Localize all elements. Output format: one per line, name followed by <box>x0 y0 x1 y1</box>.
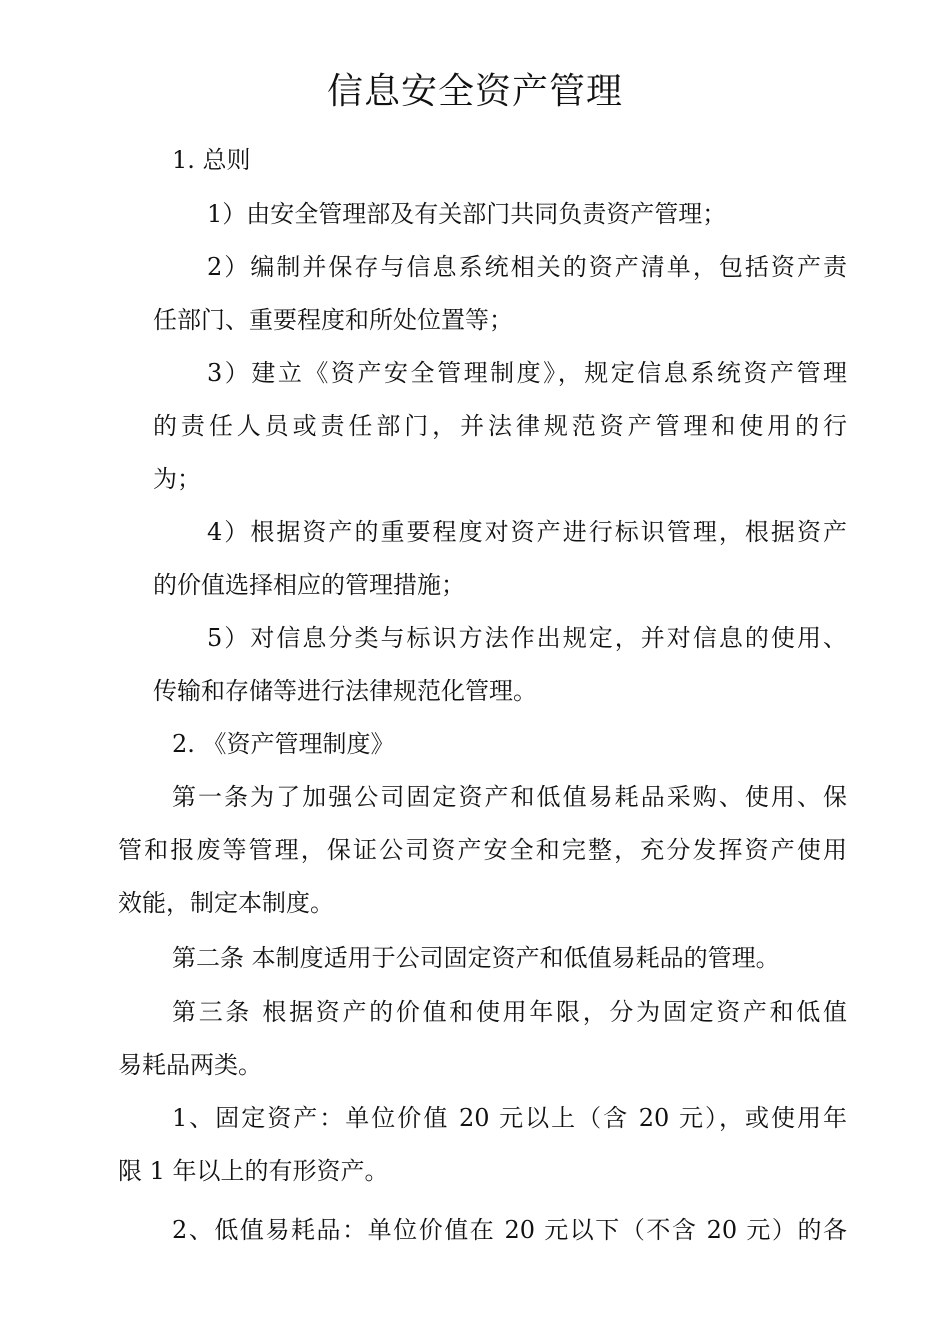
paragraph-line: 3）建立《资产安全管理制度》，规定信息系统资产管理 <box>207 359 847 387</box>
paragraph-line: 第二条 本制度适用于公司固定资产和低值易耗品的管理。 <box>172 944 780 972</box>
paragraph-line: 限 1 年以上的有形资产。 <box>118 1157 389 1185</box>
paragraph-line: 传输和存储等进行法律规范化管理。 <box>153 677 537 705</box>
paragraph-line: 管和报废等管理，保证公司资产安全和完整，充分发挥资产使用 <box>118 836 847 864</box>
paragraph-line: 第三条 根据资产的价值和使用年限，分为固定资产和低值 <box>172 998 847 1026</box>
paragraph-line: 2、低值易耗品：单位价值在 20 元以下（不含 20 元）的各 <box>172 1216 847 1244</box>
paragraph-line: 1）由安全管理部及有关部门共同负责资产管理； <box>207 200 727 228</box>
paragraph-line: 2）编制并保存与信息系统相关的资产清单，包括资产责 <box>207 253 847 281</box>
paragraph-line: 效能，制定本制度。 <box>118 889 334 917</box>
section-heading: 1. 总则 <box>172 146 251 174</box>
paragraph-line: 1、固定资产：单位价值 20 元以上（含 20 元），或使用年 <box>172 1104 847 1132</box>
paragraph-line: 任部门、重要程度和所处位置等； <box>153 306 513 334</box>
paragraph-line: 易耗品两类。 <box>118 1051 262 1079</box>
section-heading: 2. 《资产管理制度》 <box>172 730 395 758</box>
paragraph-line: 的责任人员或责任部门，并法律规范资产管理和使用的行 <box>153 412 847 440</box>
paragraph-line: 为； <box>153 465 201 493</box>
paragraph-line: 5）对信息分类与标识方法作出规定，并对信息的使用、 <box>207 624 847 652</box>
paragraph-line: 第一条为了加强公司固定资产和低值易耗品采购、使用、保 <box>172 783 847 811</box>
document-title: 信息安全资产管理 <box>326 71 623 112</box>
paragraph-line: 4）根据资产的重要程度对资产进行标识管理，根据资产 <box>207 518 847 546</box>
paragraph-line: 的价值选择相应的管理措施； <box>153 571 465 599</box>
